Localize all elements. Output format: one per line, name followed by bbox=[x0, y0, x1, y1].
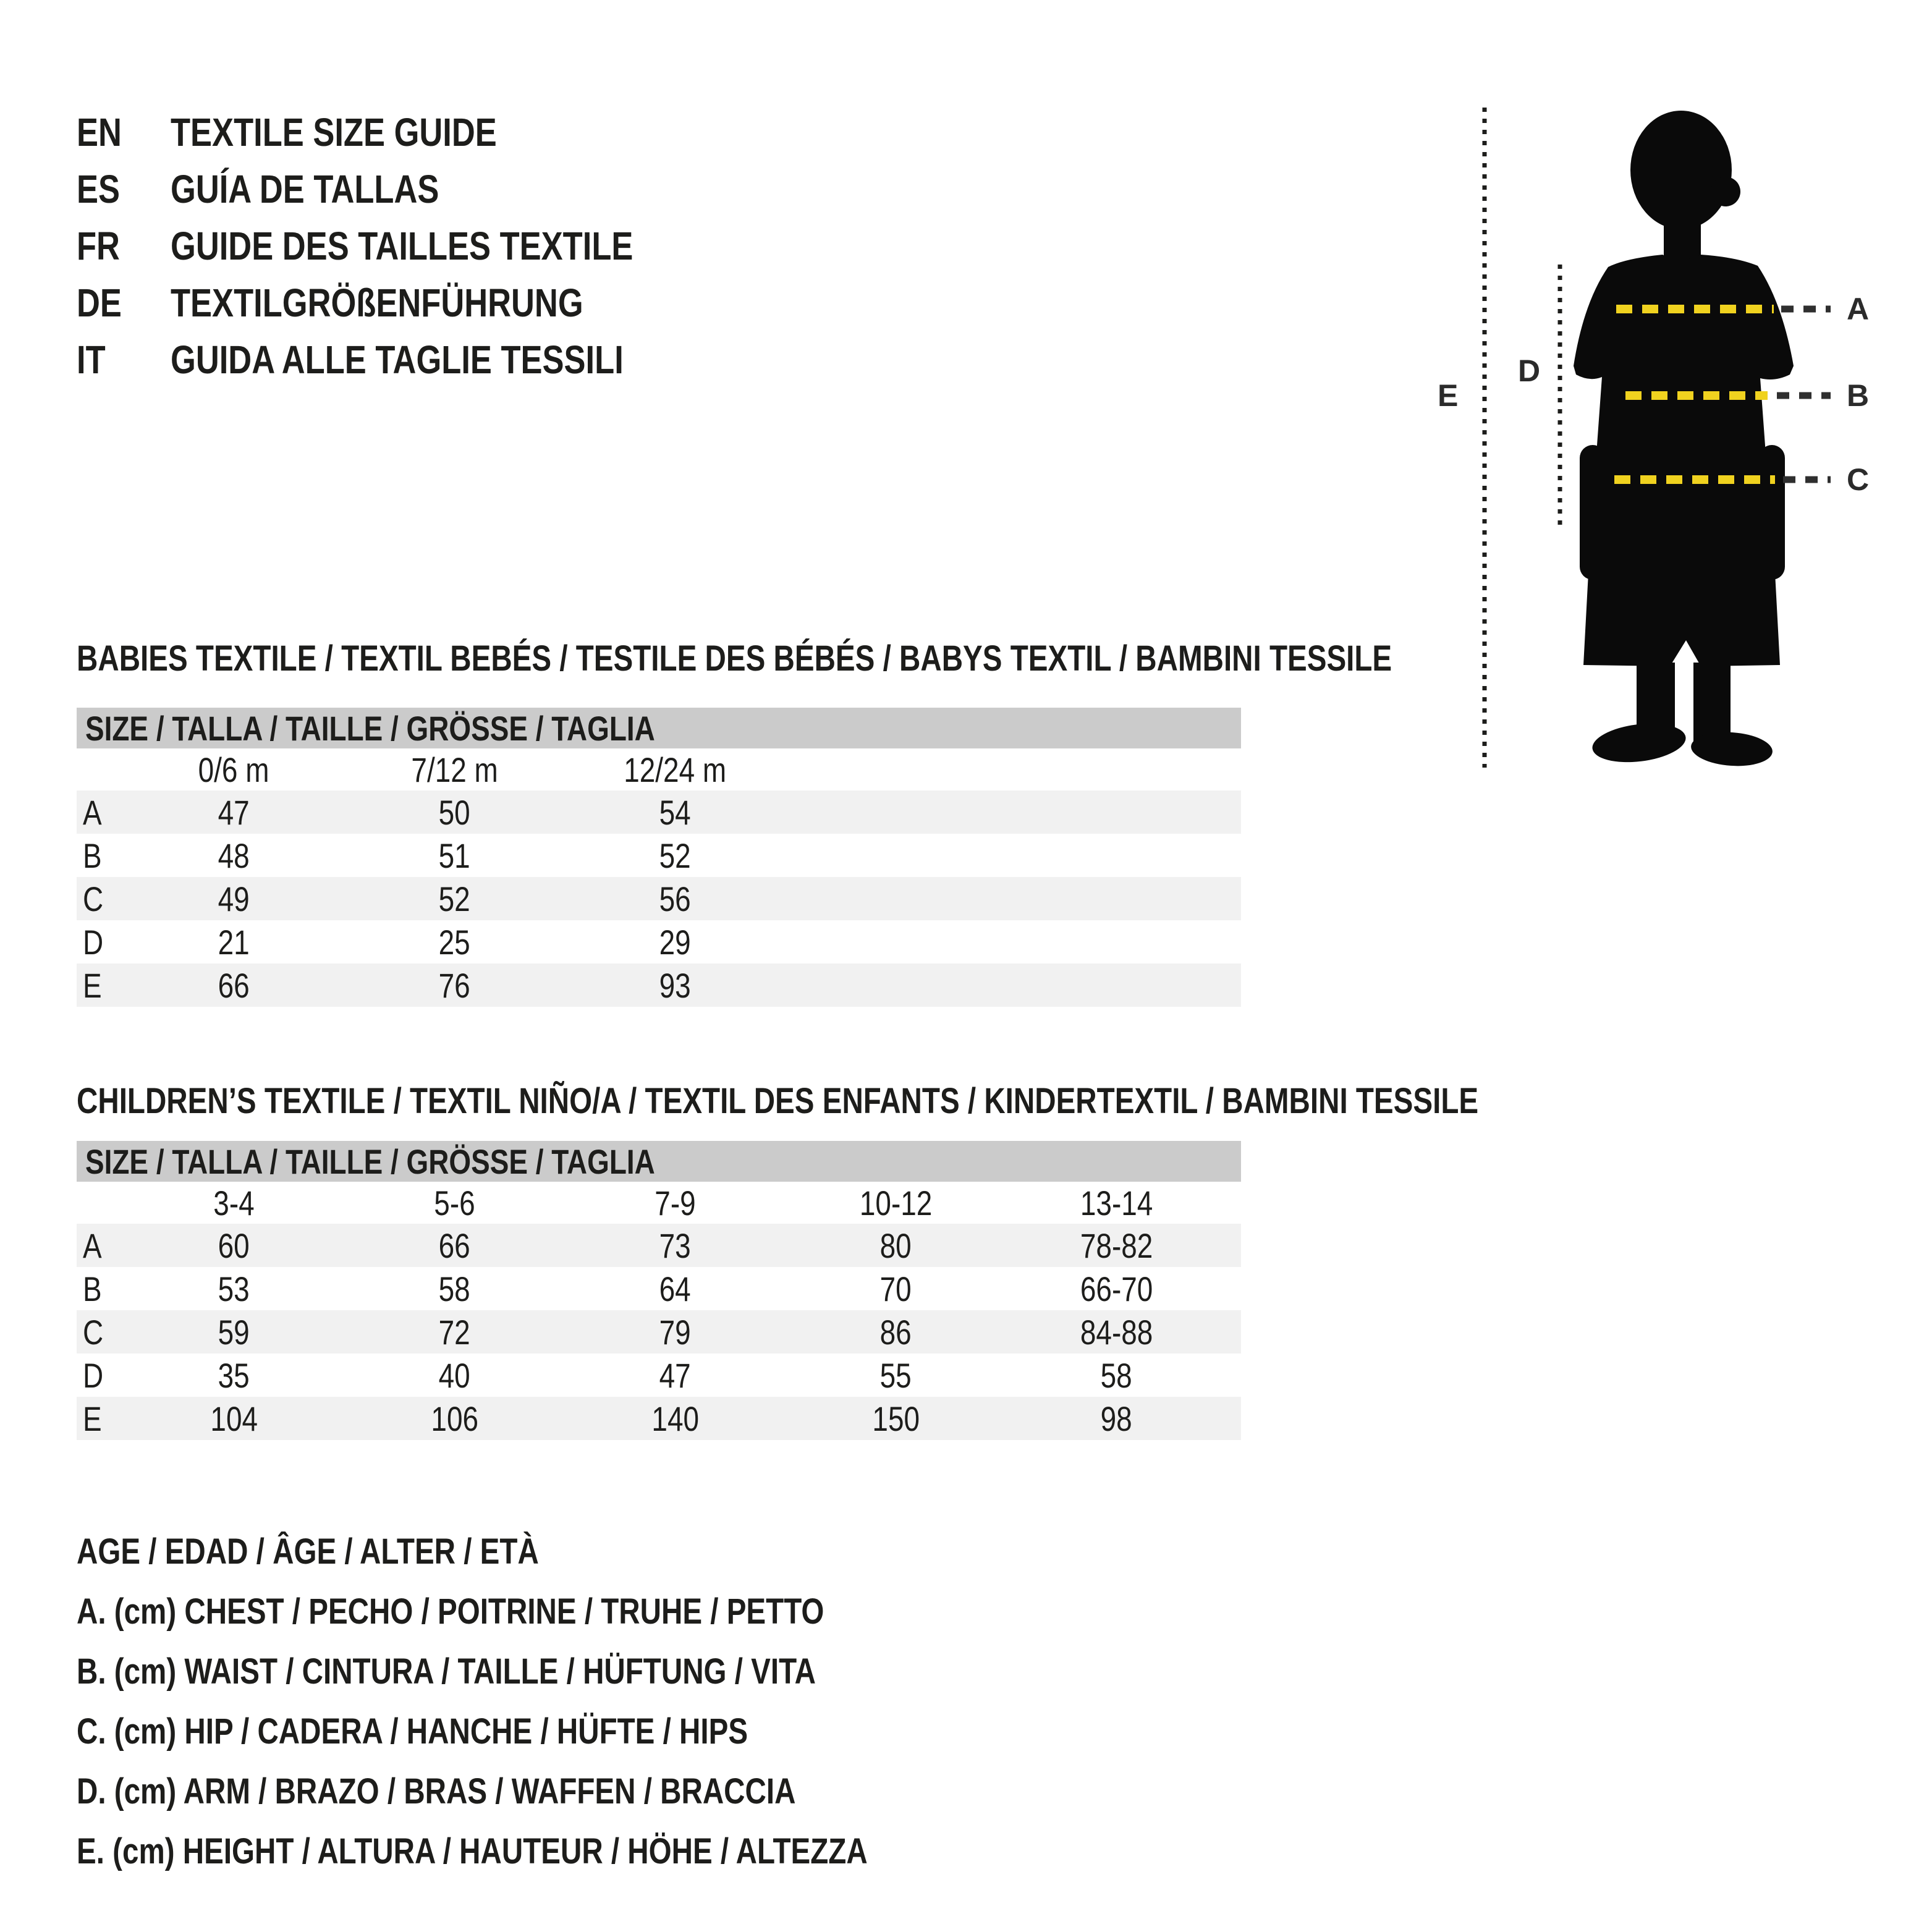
cell-value: 60 bbox=[218, 1226, 250, 1265]
table-row bbox=[77, 964, 1241, 1007]
cell-value: 93 bbox=[659, 965, 692, 1005]
lang-code-de: DE bbox=[77, 281, 122, 325]
legend-hip: C. (cm) HIP / CADERA / HANCHE / HÜFTE / HIPS bbox=[77, 1711, 748, 1752]
column-header: 10-12 bbox=[859, 1183, 933, 1222]
children-section-title: CHILDREN’S TEXTILE / TEXTIL NIÑO/A / TEXTIL DES ENFANTS / KINDERTEXTIL / BAMBINI TESSILE bbox=[77, 1081, 1479, 1121]
row-label: B bbox=[83, 1269, 102, 1308]
row-label: D bbox=[83, 922, 104, 962]
cell-value: 47 bbox=[218, 792, 250, 832]
cell-value: 66 bbox=[438, 1226, 471, 1265]
legend-waist: B. (cm) WAIST / CINTURA / TAILLE / HÜFTUNG / VITA bbox=[77, 1651, 816, 1692]
children-table bbox=[77, 1141, 1241, 1440]
cell-value: 86 bbox=[879, 1312, 912, 1352]
cell-value: 47 bbox=[659, 1355, 692, 1395]
cell-value: 25 bbox=[438, 922, 471, 962]
lang-code-es: ES bbox=[77, 167, 121, 211]
legend-age: AGE / EDAD / ÂGE / ALTER / ETÀ bbox=[77, 1532, 539, 1572]
cell-value: 84-88 bbox=[1080, 1312, 1153, 1352]
lang-code-fr: FR bbox=[77, 224, 120, 268]
label-hip-c: C bbox=[1847, 462, 1870, 497]
cell-value: 59 bbox=[218, 1312, 250, 1352]
legend-height: E. (cm) HEIGHT / ALTURA / HAUTEUR / HÖHE / ALTEZZA bbox=[77, 1831, 868, 1871]
row-label: E bbox=[83, 965, 102, 1005]
column-header: 5-6 bbox=[434, 1183, 475, 1222]
cell-value: 49 bbox=[218, 879, 250, 918]
table-row bbox=[77, 1397, 1241, 1440]
cell-value: 76 bbox=[438, 965, 471, 1005]
cell-value: 64 bbox=[659, 1269, 692, 1308]
cell-value: 104 bbox=[210, 1399, 258, 1438]
row-label: D bbox=[83, 1355, 104, 1395]
lang-title-en: TEXTILE SIZE GUIDE bbox=[171, 110, 497, 155]
table-row bbox=[77, 790, 1241, 834]
row-label: C bbox=[83, 879, 104, 918]
table-row bbox=[77, 1310, 1241, 1354]
label-arm-d: D bbox=[1517, 354, 1541, 388]
lang-code-en: EN bbox=[77, 110, 122, 155]
table-row bbox=[77, 1267, 1241, 1310]
babies-table bbox=[77, 708, 1241, 1007]
cell-value: 140 bbox=[651, 1399, 699, 1438]
babies-column-headers bbox=[77, 748, 1241, 790]
cell-value: 106 bbox=[431, 1399, 478, 1438]
cell-value: 80 bbox=[879, 1226, 912, 1265]
column-header: 7/12 m bbox=[411, 750, 498, 789]
cell-value: 79 bbox=[659, 1312, 692, 1352]
lang-title-de: TEXTILGRÖßENFÜHRUNG bbox=[171, 281, 583, 325]
cell-value: 29 bbox=[659, 922, 692, 962]
babies-table-header-bar: SIZE / TALLA / TAILLE / GRÖSSE / TAGLIA bbox=[77, 708, 1241, 748]
cell-value: 73 bbox=[659, 1226, 692, 1265]
table-row bbox=[77, 920, 1241, 964]
cell-value: 58 bbox=[438, 1269, 471, 1308]
lang-title-it: GUIDA ALLE TAGLIE TESSILI bbox=[171, 337, 624, 382]
label-waist-b: B bbox=[1847, 378, 1870, 413]
lang-row-it bbox=[77, 331, 735, 388]
table-row bbox=[77, 1224, 1241, 1267]
cell-value: 56 bbox=[659, 879, 692, 918]
children-table-header-bar: SIZE / TALLA / TAILLE / GRÖSSE / TAGLIA bbox=[77, 1141, 1241, 1182]
column-header: 7-9 bbox=[655, 1183, 696, 1222]
cell-value: 21 bbox=[218, 922, 250, 962]
measurement-legend bbox=[77, 1522, 1041, 1881]
row-label: E bbox=[83, 1399, 102, 1438]
cell-value: 55 bbox=[879, 1355, 912, 1395]
cell-value: 66-70 bbox=[1080, 1269, 1153, 1308]
label-chest-a: A bbox=[1847, 292, 1870, 326]
cell-value: 52 bbox=[659, 836, 692, 875]
column-header: 0/6 m bbox=[198, 750, 269, 789]
cell-value: 150 bbox=[872, 1399, 920, 1438]
cell-value: 66 bbox=[218, 965, 250, 1005]
cell-value: 35 bbox=[218, 1355, 250, 1395]
lang-code-it: IT bbox=[77, 337, 106, 382]
children-column-headers bbox=[77, 1182, 1241, 1224]
legend-arm: D. (cm) ARM / BRAZO / BRAS / WAFFEN / BRACCIA bbox=[77, 1771, 796, 1811]
column-header: 3-4 bbox=[213, 1183, 255, 1222]
cell-value: 72 bbox=[438, 1312, 471, 1352]
lang-row-es bbox=[77, 161, 735, 218]
cell-value: 40 bbox=[438, 1355, 471, 1395]
language-title-block bbox=[77, 104, 735, 388]
cell-value: 50 bbox=[438, 792, 471, 832]
cell-value: 52 bbox=[438, 879, 471, 918]
lang-row-de bbox=[77, 274, 735, 331]
babies-section-title: BABIES TEXTILE / TEXTIL BEBÉS / TESTILE DES BÉBÉS / BABYS TEXTIL / BAMBINI TESSILE bbox=[77, 638, 1392, 679]
lang-title-es: GUÍA DE TALLAS bbox=[171, 167, 439, 211]
legend-chest: A. (cm) CHEST / PECHO / POITRINE / TRUHE / PETTO bbox=[77, 1591, 824, 1632]
cell-value: 54 bbox=[659, 792, 692, 832]
row-label: A bbox=[83, 792, 102, 832]
cell-value: 78-82 bbox=[1080, 1226, 1153, 1265]
cell-value: 51 bbox=[438, 836, 471, 875]
cell-value: 48 bbox=[218, 836, 250, 875]
lang-row-fr bbox=[77, 218, 735, 274]
cell-value: 70 bbox=[879, 1269, 912, 1308]
column-header: 13-14 bbox=[1080, 1183, 1153, 1222]
label-height-e: E bbox=[1438, 378, 1459, 413]
row-label: B bbox=[83, 836, 102, 875]
table-row bbox=[77, 877, 1241, 920]
row-label: C bbox=[83, 1312, 104, 1352]
lang-row-en bbox=[77, 104, 735, 161]
table-row bbox=[77, 1354, 1241, 1397]
cell-value: 58 bbox=[1100, 1355, 1133, 1395]
lang-title-fr: GUIDE DES TAILLES TEXTILE bbox=[171, 224, 633, 268]
cell-value: 98 bbox=[1100, 1399, 1133, 1438]
column-header: 12/24 m bbox=[624, 750, 727, 789]
row-label: A bbox=[83, 1226, 102, 1265]
table-row bbox=[77, 834, 1241, 877]
cell-value: 53 bbox=[218, 1269, 250, 1308]
